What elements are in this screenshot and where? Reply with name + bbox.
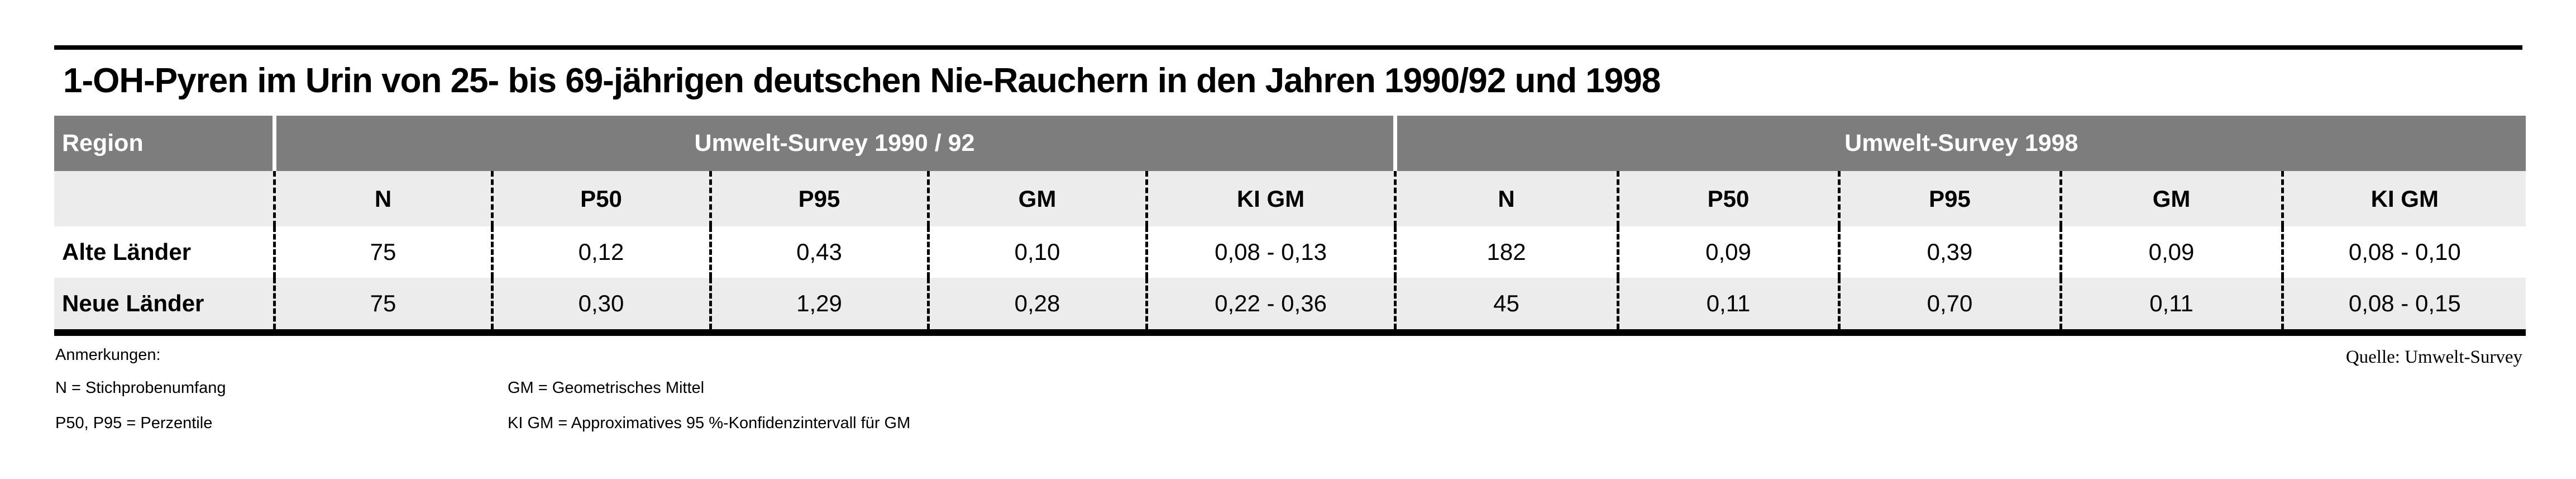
table-cell: 0,22 - 0,36 [1146,278,1395,333]
table-cell: 0,10 [928,226,1146,278]
report-page [54,0,2522,433]
table-cell: 0,11 [2061,278,2282,333]
footer-area [54,346,2522,433]
row-header-neue-laender: Neue Länder [54,278,274,333]
note-gm: GM = Geometrisches Mittel [508,379,705,397]
table-cell: 75 [274,278,492,333]
table-cell: 0,08 - 0,15 [2282,278,2526,333]
table-row-alte-laender [54,226,2526,278]
col-header-p50-1990: P50 [492,171,710,226]
table-cell: 182 [1395,226,1618,278]
table-cell: 75 [274,226,492,278]
notes-block [54,346,2522,433]
table-cell: 0,08 - 0,13 [1146,226,1395,278]
col-header-p95-1990: P95 [710,171,928,226]
note-kigm: KI GM = Approximatives 95 %-Konfidenzintervall für GM [508,414,911,433]
col-header-n-1990: N [274,171,492,226]
group-header-survey-1998: Umwelt-Survey 1998 [1395,116,2526,171]
table-cell: 0,11 [1618,278,1839,333]
col-header-gm-1998: GM [2061,171,2282,226]
table-cell: 0,09 [1618,226,1839,278]
table-row-neue-laender [54,278,2526,333]
sub-header-spacer [54,171,274,226]
col-header-region: Region [54,116,274,171]
table-cell: 45 [1395,278,1618,333]
table-cell: 0,09 [2061,226,2282,278]
table-cell: 0,43 [710,226,928,278]
col-header-gm-1990: GM [928,171,1146,226]
col-header-kigm-1990: KI GM [1146,171,1395,226]
table-cell: 0,39 [1839,226,2061,278]
row-header-alte-laender: Alte Länder [54,226,274,278]
source-credit: Quelle: Umwelt-Survey [2345,347,2522,368]
table-cell: 0,70 [1839,278,2061,333]
notes-grid [55,379,2522,433]
group-header-row [54,116,2526,171]
col-header-n-1998: N [1395,171,1618,226]
note-n: N = Stichprobenumfang [55,379,226,397]
group-header-survey-1990-92: Umwelt-Survey 1990 / 92 [274,116,1395,171]
note-percentile: P50, P95 = Perzentile [55,414,213,433]
top-rule [54,45,2522,50]
data-table [54,116,2526,336]
sub-header-row [54,171,2526,226]
notes-heading: Anmerkungen: [55,346,161,364]
col-header-p95-1998: P95 [1839,171,2061,226]
col-header-p50-1998: P50 [1618,171,1839,226]
table-cell: 0,28 [928,278,1146,333]
table-cell: 0,30 [492,278,710,333]
page-title: 1-OH-Pyren im Urin von 25- bis 69-jährigen deutschen Nie-Rauchern in den Jahren 1990/92 und 1998 [63,61,1661,100]
table-cell: 0,08 - 0,10 [2282,226,2526,278]
table-cell: 0,12 [492,226,710,278]
col-header-kigm-1998: KI GM [2282,171,2526,226]
table-cell: 1,29 [710,278,928,333]
